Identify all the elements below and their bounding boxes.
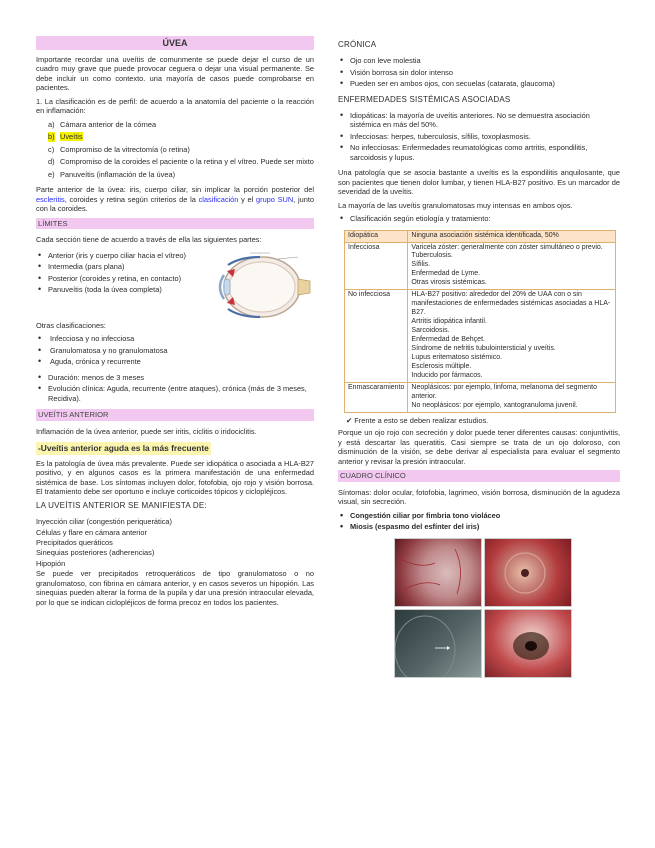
limits-intro: Cada sección tiene de acuerdo a través de ella las siguientes partes: <box>36 235 262 245</box>
eye-photo <box>394 538 482 607</box>
list-item: • Clasificación según etiología y tratamiento: <box>338 214 620 223</box>
manifestation-title: LA UVEÍTIS ANTERIOR SE MANIFIESTA DE: <box>36 500 207 510</box>
table-row <box>345 242 616 290</box>
checkmark-icon: ✔ <box>346 415 353 425</box>
table-cell: Enmascaramiento <box>345 382 408 412</box>
table-cell: Infecciosa <box>345 242 408 290</box>
table-row <box>345 230 616 242</box>
hla-paragraph-2: La mayoría de las uveítis granulomatosas muy intensas en ambos ojos. <box>338 200 573 210</box>
list-item: Inyección ciliar (congestión periquerática) <box>36 517 172 527</box>
eye-photo <box>484 609 572 678</box>
list-item: • Congestión ciliar por fimbria tono violáceo <box>338 511 620 520</box>
table-cell: HLA-B27 positivo: alrededor del 20% de UAA con o sin manifestaciones de enfermedades sistémicas asociadas a HLA-B27. Artritis idiopática infantil. Sarcoidosis. Enfermedad de Behçet. Síndrome de nefritis tubulointersticial y uveítis. Lupus eritematoso sistémico. Esclerosis múltiple. Inducido por fármacos. <box>408 290 616 383</box>
systemic-list <box>338 111 620 162</box>
list-item: • No infecciosas: Enfermedades reumatológicas como artritis, espondilitis, sarcoidosis y lupus. <box>338 143 620 162</box>
left-column <box>36 36 314 611</box>
list-item: Células y flare en cámara anterior <box>36 527 147 537</box>
list-item: • Posterior (coroides y retina, en contacto) <box>36 274 196 283</box>
list-item: • Anterior (iris y cuerpo ciliar hacia el vítreo) <box>36 251 196 260</box>
list-item: d) Compromiso de la coroides el paciente o la retina y el vítreo. Puede ser mixto <box>48 157 314 167</box>
page-title: ÚVEA <box>36 36 314 50</box>
list-item: • Pueden ser en ambos ojos, con secuelas (catarata, glaucoma) <box>338 79 620 88</box>
list-item: • Infecciosa y no infecciosa <box>36 334 314 343</box>
table-cell: Varicela zóster: generalmente con zóster simultáneo o previo. Tuberculosis. Sífilis. Enfermedad de Lyme. Otras virosis sistémicas. <box>408 242 616 290</box>
list-item: • Ojo con leve molestia <box>338 56 620 65</box>
link-grupo-sun[interactable]: grupo SUN <box>256 194 294 204</box>
anatomy-paragraph: Parte anterior de la úvea: iris, cuerpo ciliar, sin implicar la porción posterior del escleritis, coroides y retina según criterios de la clasificación y el grupo SUN, junto con la coroides. <box>36 185 315 214</box>
anterior-paragraph: Inflamación de la úvea anterior, puede ser iritis, ciclitis o iridociclitis. <box>36 426 257 436</box>
section-header-clinical: CUADRO CLÍNICO <box>338 470 620 482</box>
classifications-title: Otras clasificaciones: <box>36 320 106 330</box>
list-item: • Duración: menos de 3 meses <box>36 373 314 382</box>
eye-anatomy-diagram <box>200 249 312 321</box>
check-note: ✔ Frente a esto se deben realizar estudios. <box>346 415 489 425</box>
right-column <box>338 36 620 680</box>
list-item: b) Uveítis <box>48 132 83 142</box>
systemic-title: ENFERMEDADES SISTÉMICAS ASOCIADAS <box>338 94 511 104</box>
link-clasificacion[interactable]: clasificación <box>198 194 239 204</box>
list-item: • Infecciosas: herpes, tuberculosis, sífilis, toxoplasmosis. <box>338 132 620 141</box>
acute-uveitis-paragraph: Es la patología de úvea más prevalente. Puede ser idiopática o asociada a HLA-B27 positivo, y en algunos casos es la primera manifestación de una enfermedad sistémica de base. Los síntomas incluyen dolor, fotofobia, ojo rojo y visión borrosa. El tratamiento debe ser oportuno e incluye corticoides tópicos y ciclopléjicos. <box>36 458 314 497</box>
list-item: • Granulomatosa y no granulomatosa <box>36 346 314 355</box>
limits-list <box>36 251 196 315</box>
etiology-table <box>344 230 616 413</box>
duration-list <box>36 373 314 403</box>
link-escleritis[interactable]: escleritis <box>36 194 65 204</box>
chronic-title: CRÓNICA <box>338 40 377 49</box>
intro-paragraph: Importante recordar una uveítis de comunmente se puede dejar el curso de un cuadro muy grave que puede provocar ceguera o dejar una visual permanente. Se debe incluir un como contexto. una mayoría de casos puede comprobarse en pacientes. <box>36 55 314 93</box>
clinical-paragraph: Síntomas: dolor ocular, fotofobia, lagrimeo, visión borrosa, disminución de la agudeza visual, sin secreción. <box>338 487 620 507</box>
classifications-list <box>36 334 314 366</box>
list-item: Precipitados queráticos <box>36 538 113 548</box>
list-item: Hipopión <box>36 558 66 568</box>
classification-list <box>48 120 314 179</box>
eye-photo <box>484 538 572 607</box>
section-header-anterior: UVEÍTIS ANTERIOR <box>36 409 314 421</box>
list-item: • Evolución clínica: Aguda, recurrente (entre ataques), crónica (más de 3 meses, Recidiva). <box>36 384 314 403</box>
table-row <box>345 382 616 412</box>
table-cell: No infecciosa <box>345 290 408 383</box>
list-item: • Intermedia (pars plana) <box>36 262 196 271</box>
table-cell: Ninguna asociación sistémica identificada, 50% <box>408 230 616 242</box>
list-item: • Miosis (espasmo del esfínter del iris) <box>338 522 620 531</box>
limits-row <box>36 249 314 321</box>
signs-list <box>338 511 620 532</box>
eye-photo <box>394 609 482 678</box>
acute-uveitis-title: -Uveítis anterior aguda es la más frecuente <box>38 443 209 454</box>
section-header-limits: LÍMITES <box>36 218 314 230</box>
list-item: • Visión borrosa sin dolor intenso <box>338 68 620 77</box>
manifestation-paragraph: Se puede ver precipitados retroqueráticos de tipo granulomatoso o no granulomatoso, con fibrina en cámara anterior, y en casos severos un hipopión. Las sinequias pueden alterar la forma de la pupila y dar una presión intraocular elevada, por lo que se indican ciclopléjicos de forma precoz en todos los pacientes. <box>36 569 314 607</box>
list-item: • Panuveítis (toda la úvea completa) <box>36 285 196 294</box>
list-item: Sinequias posteriores (adherencias) <box>36 548 155 558</box>
list-item: e) Panuveítis (inflamación de la úvea) <box>48 169 176 179</box>
clinical-photos <box>394 538 574 680</box>
hla-paragraph: Una patología que se asocia bastante a uveítis es la espondilitis anquilosante, que son pacientes que tienen dolor lumbar, y tienen HLA-B27 positivo. Es un marcador de severidad de la uveítis. <box>338 168 620 197</box>
table-row <box>345 290 616 383</box>
classification-paragraph: 1. La clasificación es de perfil: de acuerdo a la anatomía del paciente o la reacción en inflamación: <box>36 96 314 116</box>
list-item: c) Compromiso de la vitrectomía (o retina) <box>48 144 190 154</box>
list-item: • Idiopáticas: la mayoría de uveítis anteriores. No se demuestra asociación sistémica en más del 50%. <box>338 111 620 130</box>
conjunctivitis-paragraph: Porque un ojo rojo con secreción y dolor puede tener diferentes causas: conjuntivitis, y está descartar las queratitis. Casi siempre se trata de un ojo doloroso, con disminución de la visión, se debe derivar al especialista para evaluar el segmento anterior y revisar la presión intraocular. <box>338 428 620 466</box>
table-intro <box>338 214 620 223</box>
table-cell: Idiopática <box>345 230 408 242</box>
chronic-list <box>338 56 620 88</box>
table-cell: Neoplásicos: por ejemplo, linfoma, melanoma del segmento anterior. No neoplásicos: por ejemplo, xantogranuloma juvenil. <box>408 382 616 412</box>
manifestation-list <box>36 517 314 568</box>
list-item: • Aguda, crónica y recurrente <box>36 357 314 366</box>
list-item: a) Cámara anterior de la córnea <box>48 119 157 129</box>
